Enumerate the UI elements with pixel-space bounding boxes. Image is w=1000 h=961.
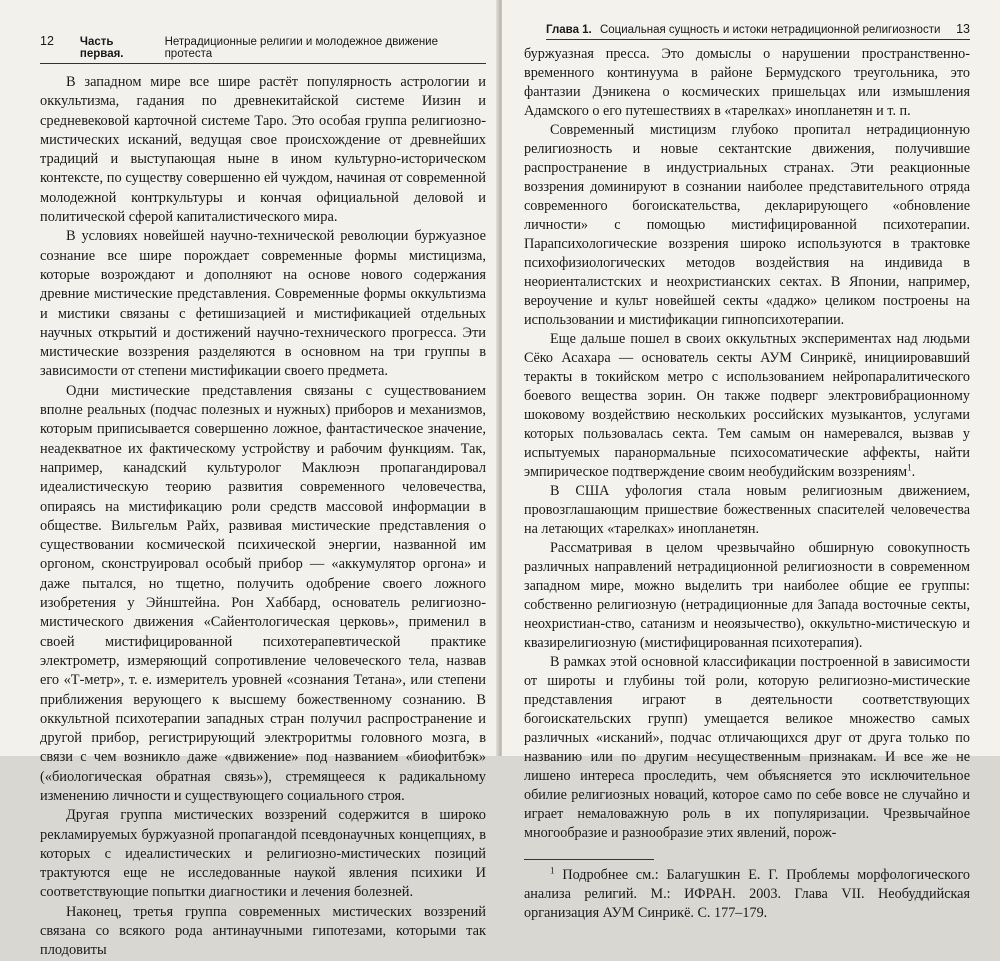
footnote-text: Подробнее см.: Балагушкин Е. Г. Проблемы морфологического анализа религий. М.: ИФРАН. 2003. Глава VII. Необуддийская организация АУМ Синрикё. С. 177–179. [524, 867, 971, 921]
paragraph-with-footnote: Еще дальше пошел в своих оккультных экспериментах над людьми Сёко Асахара — основатель секты АУМ Синрикё, инициировавший теракты в токийском метро с использованием нейропаралитического боевого вещества зорин. Он также подверг электровибрационному шоковому воздействию нескольких российских музыкантов, услугами которых пользовалась секта. Тем самым он намеревался, вызвав у испытуемых паранормальные психосоматические аффекты, найти эмпирическое подтверждение своим необудийским воззрениям$^1$. [524, 331, 970, 480]
paragraph: Одни мистические представления связаны с существованием вполне реальных (подчас полезных и нужных) приборов и механизмов, которым приписывается совершенно ложное, фантастическое значение, неадекватное их фактическому устройству и рабочим функциям. Так, например, канадский культуролог Маклюэн пропагандировал идеалистическую теорию развития современного человечества, опираясь на мистификацию роли средств массовой информации в обществе. Вильгельм Райх, развивая мистические представления о существовании космической психической энергии, названной им оргоном, сконструировал особый прибор — «аккумулятор оргона» и даже пытался, но тщетно, получить одобрение своего ложного изобретения у Эйнштейна. Рон Хаббард, основатель религиозно-мистического движения «Сайентологическая церковь», применил в своей мистифицированной психотерапевтической практике электрометр, измеряющий сопротивление человеческого тела, назвав его «Т-метр», т. е. измерителъ уровней «сознания Тетана», или степени приближения верующего к высшему божественному сознанию. В оккультной психотерапии западных стран получил распространение и другой прибор, регистрирующий электроритмы головного мозга, в связи с чем возникло даже «движение» под названием «биофитбэк» («биологическая обратная связь»), стремящееся к радикальному изменению личности и существующего социального строя. [40, 382, 486, 804]
paragraph: В США уфология стала новым религиозным движением, провозглашающим пришествие божественных спасителей человечества на летающих «тарелках» инопланетян. [524, 483, 970, 537]
left-running-header [40, 34, 486, 64]
left-page-number: 12 [40, 34, 54, 48]
left-header-title: Нетрадиционные религии и молодежное движение протеста [164, 36, 438, 60]
paragraph: В условиях новейшей научно-технической революции буржуазное сознание все шире порождает современные формы мистицизма, которые возрождают и дополняют на основе нового содержания древние мистические представления. Современные формы оккультизма и мистики связаны с фетишизацией и мистификацией отдельных научных открытий и достижений научно-технического прогресса. Эти мистические воззрения разделяются в основном на три группы в зависимости от степени мистификации своего предмета. [40, 228, 486, 380]
footnote-marker: 1 [550, 865, 555, 876]
paragraph: Наконец, третья группа современных мистических воззрений связана со всякого рода антинаучными гипотезами, которыми так плодовиты [40, 903, 486, 959]
paragraph: Современный мистицизм глубоко пропитал нетрадиционную религиозность и новые сектантские движения, получившие распространение в индустриальных странах. Эти реакционные воззрения доминируют в сознании наиболее представительного отряда современного богоискательства, декларирующего «обновление личности» с помощью мистифицированной психотерапии. Парапсихологические воззрения широко используются в трактовке психофизиологических методов воздействия на индивида в неориенталистских и неохристианских сектах. В Японии, например, вероучение и культ новейшей секты «даджо» целиком построены на использовании и мистификации гипнопсихотерапии. [524, 122, 970, 328]
right-header-title: Социальная сущность и истоки нетрадиционной религиозности [599, 24, 941, 36]
paragraph: буржуазная пресса. Это домыслы о нарушении пространственно-временного континуума в районе Бермудского треугольника, это фантазии Дэникена о космических пришельцах или измышления Адамского о его путешествиях в «тарелках» инопланетян и т. п. [524, 46, 970, 119]
paragraph-text: Еще дальше пошел в своих оккультных экспериментах над людьми Сёко Асахара — основатель секты АУМ Синрикё, инициировавший теракты в токийском метро с использованием нейропаралитического боевого вещества зорин. Он также подверг электровибрационному шоковому воздействию нескольких российских музыкантов, услугами которых пользовалась секта. Тем самым он намеревался, вызвав у испытуемых паранормальные психосоматические аффекты, найти эмпирическое подтверждение своим необудийским воззрениям [524, 331, 970, 480]
right-page-number: 13 [956, 22, 970, 36]
paragraph: Рассматривая в целом чрезвычайно обширную совокупность различных направлений нетрадиционной религиозности в современном западном мире, можно выделить три наиболее общие ее группы: собственно религиозную (нетрадиционные для Запада восточные секты, неохристиан-ство, сатанизм и неоязычество), оккультно-мистическую и квазирелигиозную (мистифицированная психотерапия). [524, 540, 970, 651]
footnote-ref[interactable]: 1 [907, 462, 912, 473]
footnote [524, 866, 970, 923]
left-page [0, 0, 500, 959]
paragraph: Другая группа мистических воззрений содержится в широко рекламируемых буржуазной пропагандой псевдонаучных концепциях, в которых с идеалистических и религиозно-мистических позиций трактуются еще не исследованные наукой явления психики И соответствующие попытки диагностики и лечения болезней. [40, 807, 486, 901]
right-running-header [546, 22, 970, 40]
footnote-divider [524, 859, 654, 860]
paragraph: В западном мире все шире растёт популярность астрологии и оккультизма, гадания по древнекитайской системе Иизин и средневековой карточной системе Таро. Это особая группа религиозно-мистических исканий, ведущая свое происхождение от древнейших традиций и выступающая ныне в ином культурно-историческом контексте, по существу совершенно ей чуждом, начиная от современной молодежной контркультуры и кончая официальной деловой и политической сферой капиталистического мира. [40, 74, 486, 226]
right-page [502, 0, 1000, 921]
left-header-part: Часть первая. [79, 36, 124, 60]
right-page-body [524, 0, 970, 923]
left-page-body [40, 73, 486, 961]
paragraph: В рамках этой основной классификации построенной в зависимости от широты и глубины той роли, которую религиозно-мистические представления играют в деятельности соответствующих богоискательских групп) умещается великое множество самых различных «исканий», подчас отличающихся друг от друга только по названию или по другим несущественным признакам. И все же не лишено интереса проследить, чем объясняется это исключительное обилие религиозных новаций, которое само по себе вовсе не случайно и играет немаловажную роль в их популяризации. Чрезвычайное многообразие и разнообразие этих явлений, порож- [524, 654, 970, 841]
right-header-chapter: Глава 1. [546, 24, 592, 36]
right-header-title-group [546, 24, 956, 36]
